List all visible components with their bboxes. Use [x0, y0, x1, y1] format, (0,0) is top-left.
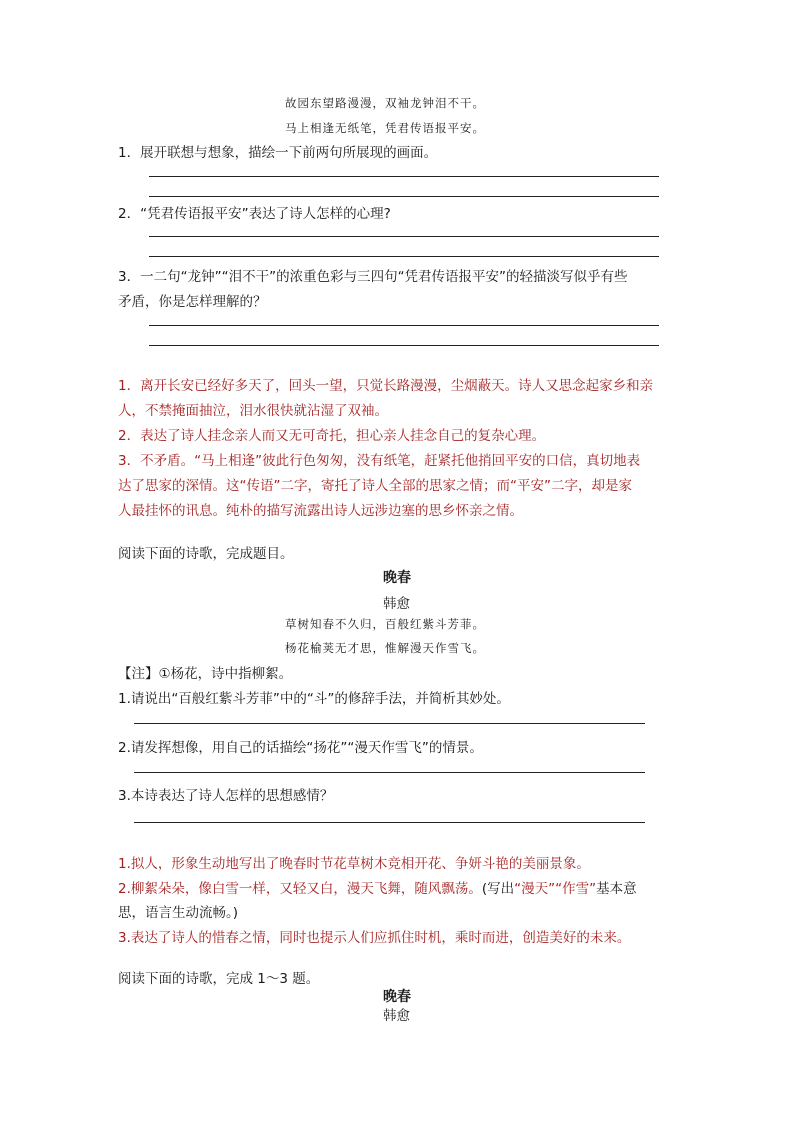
answer-line: [149, 345, 659, 346]
answer-3-line1: 3．不矛盾。“马上相逢”彼此行色匆匆，没有纸笔，赶紧托他捎回平安的口信，真切地表: [118, 453, 641, 469]
poem2-answer-1: 1.拟人，形象生动地写出了晚春时节花草树木竞相开花、争妍斗艳的美丽景象。: [118, 856, 590, 872]
poem1-line1: 故园东望路漫漫，双袖龙钟泪不干。: [285, 96, 485, 110]
poem1-line2: 马上相逢无纸笔，凭君传语报平安。: [285, 121, 485, 135]
answer-line: [149, 236, 659, 237]
poem2-author: 韩愈: [383, 596, 410, 612]
answer-line: [149, 196, 659, 197]
poem2-answer-2-line1: [118, 877, 637, 897]
answer-line: [134, 772, 645, 773]
answer-3-line3: 人最挂怀的讯息。纯朴的描写流露出诗人远涉边塞的思乡怀亲之情。: [118, 503, 523, 519]
poem2-line1: 草树知春不久归，百般红紫斗芳菲。: [285, 617, 485, 631]
poem2-answer-2-line2: 思，语言生动流畅。): [118, 905, 239, 921]
question-2: 2．“凭君传语报平安”表达了诗人怎样的心理?: [118, 206, 391, 222]
answer-line: [149, 325, 659, 326]
answer-1-line1: 1．离开长安已经好多天了，回头一望，只觉长路漫漫，尘烟蔽天。诗人又思念起家乡和亲: [118, 378, 654, 394]
question-1: 1．展开联想与想象，描绘一下前两句所展现的画面。: [118, 145, 438, 161]
answer-note: (写出: [481, 881, 515, 897]
answer-line: [149, 176, 659, 177]
question-3-line1: 3．一二句“龙钟”“泪不干”的浓重色彩与三四句“凭君传语报平安”的轻描淡写似乎有些: [118, 269, 628, 285]
section3-intro: 阅读下面的诗歌，完成 1～3 题。: [118, 971, 320, 987]
answer-1-line2: 人，不禁掩面抽泣，泪水很快就沾湿了双袖。: [118, 403, 388, 419]
answer-line: [134, 822, 645, 823]
answer-terms: “漫天”“作雪”: [514, 881, 597, 897]
question-3-line2: 矛盾，你是怎样理解的？: [118, 294, 267, 310]
poem3-author: 韩愈: [383, 1008, 410, 1024]
answer-3-line2: 达了思家的深情。这“传语”二字，寄托了诗人全部的思家之情；而“平安”二字，却是家: [118, 478, 632, 494]
section2-intro: 阅读下面的诗歌，完成题目。: [118, 546, 294, 562]
answer-note: 基本意: [596, 881, 637, 897]
answer-line: [149, 256, 659, 257]
poem2-note: 【注】①杨花，诗中指柳絮。: [118, 666, 293, 682]
poem2-title: 晚春: [383, 570, 411, 586]
poem2-question-2: 2.请发挥想像，用自己的话描绘“扬花”“漫天作雪飞”的情景。: [118, 740, 483, 756]
poem2-question-1: 1.请说出“百般红紫斗芳菲”中的“斗”的修辞手法，并简析其妙处。: [118, 691, 510, 707]
poem3-title: 晚春: [383, 989, 411, 1005]
answer-text: 2.柳絮朵朵，像白雪一样，又轻又白，漫天飞舞，随风飘荡。: [118, 881, 482, 897]
poem2-line2: 杨花榆荚无才思，惟解漫天作雪飞。: [285, 641, 485, 655]
poem2-answer-3: 3.表达了诗人的惜春之情，同时也提示人们应抓住时机，乘时而进，创造美好的未来。: [118, 930, 631, 946]
poem2-question-3: 3.本诗表达了诗人怎样的思想感情？: [118, 788, 334, 804]
answer-line: [134, 723, 645, 724]
answer-2: 2．表达了诗人挂念亲人而又无可奇托，担心亲人挂念自己的复杂心理。: [118, 428, 546, 444]
